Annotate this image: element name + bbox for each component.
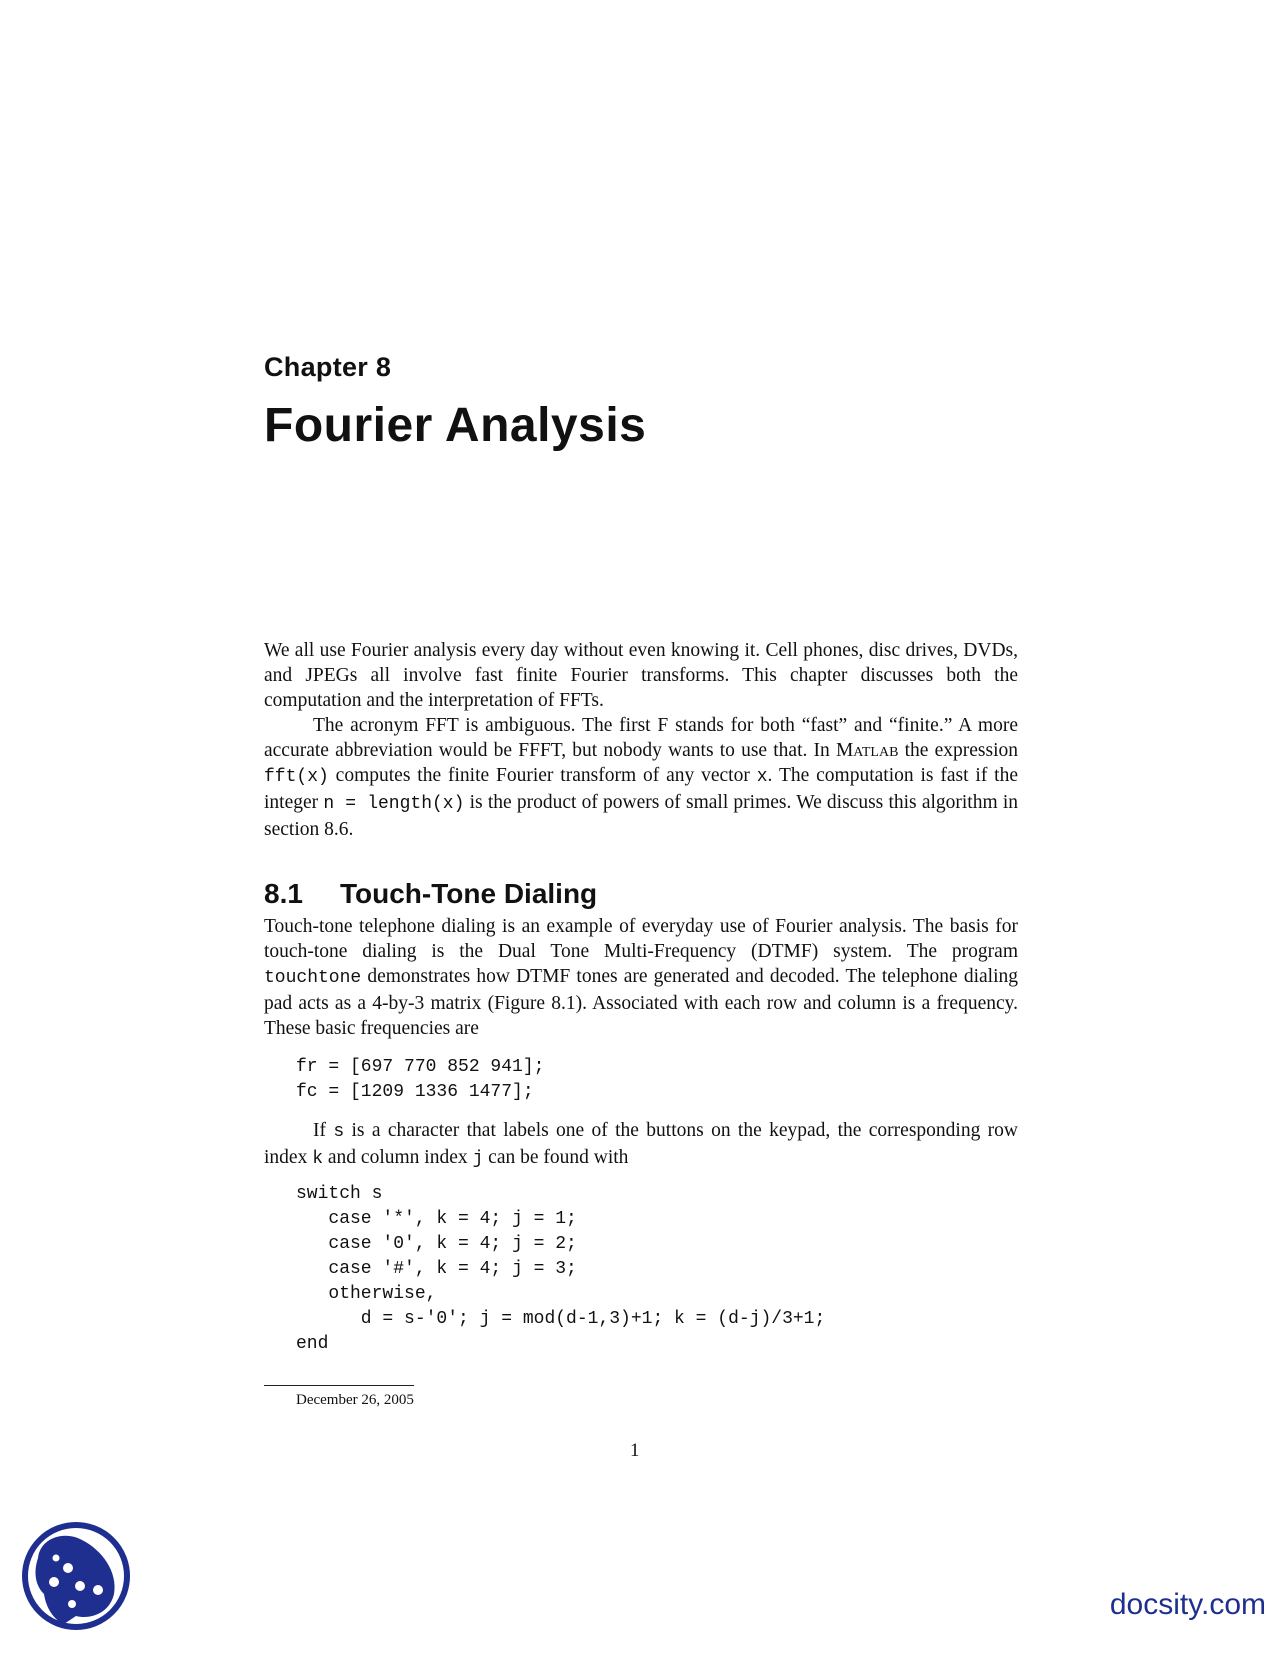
inline-code: s	[333, 1122, 345, 1142]
inline-code: j	[472, 1149, 484, 1169]
inline-code: n = length(x)	[323, 794, 465, 814]
section-title: Touch-Tone Dialing	[340, 878, 598, 909]
chapter-title: Fourier Analysis	[264, 399, 647, 452]
chapter-label: Chapter 8	[264, 352, 392, 382]
intro-text	[264, 638, 1018, 842]
footnote-rule	[264, 1385, 414, 1386]
inline-code: x	[756, 767, 768, 787]
section-number: 8.1	[264, 878, 303, 909]
section-heading	[264, 878, 597, 910]
inline-code: fft(x)	[264, 767, 329, 787]
page-number: 1	[630, 1440, 640, 1461]
section-paragraph-1: Touch-tone telephone dialing is an example of everyday use of Fourier analysis. The basis for touch-tone dialing is the Dual Tone Multi-Frequency (DTMF) system. The program touchtone demonstrates how DTMF tones are generated and decoded. The telephone dialing pad acts as a 4-by-3 matrix (Figure 8.1). Associated with each row and column is a frequency. These basic frequencies are	[264, 916, 1018, 1039]
code-block-switch: switch s case '*', k = 4; j = 1; case '0', k = 4; j = 2; case '#', k = 4; j = 3; otherwise, d = s-'0'; j = mod(d-1,3)+1; k = (d-j)/3+1; end	[296, 1184, 826, 1354]
docsity-brand-link[interactable]: docsity.com	[1109, 1588, 1266, 1621]
inline-code: touchtone	[264, 968, 362, 988]
docsity-logo-icon[interactable]	[20, 1520, 132, 1632]
intro-paragraph-2: The acronym FFT is ambiguous. The first F stands for both “fast” and “finite.” A more accurate abbreviation would be FFFT, but nobody wants to use that. In Matlab the expression fft(x) computes the finite Fourier transform of any vector x. The computation is fast if the integer n = length(x) is the product of powers of small primes. We discuss this algorithm in section 8.6.	[264, 715, 1019, 840]
intro-paragraph-1: We all use Fourier analysis every day without even knowing it. Cell phones, disc drives, DVDs, and JPEGs all involve fast finite Fourier transforms. This chapter discusses both the computation and the interpretation of FFTs.	[264, 640, 1018, 711]
footnote-date: December 26, 2005	[296, 1392, 414, 1408]
code-block-frequencies: fr = [697 770 852 941]; fc = [1209 1336 1477];	[296, 1057, 545, 1102]
inline-code: k	[312, 1149, 324, 1169]
matlab-name: Matlab	[835, 740, 899, 761]
section-paragraph-2: If s is a character that labels one of the buttons on the keypad, the corresponding row index k and column index j can be found with	[264, 1120, 1018, 1169]
